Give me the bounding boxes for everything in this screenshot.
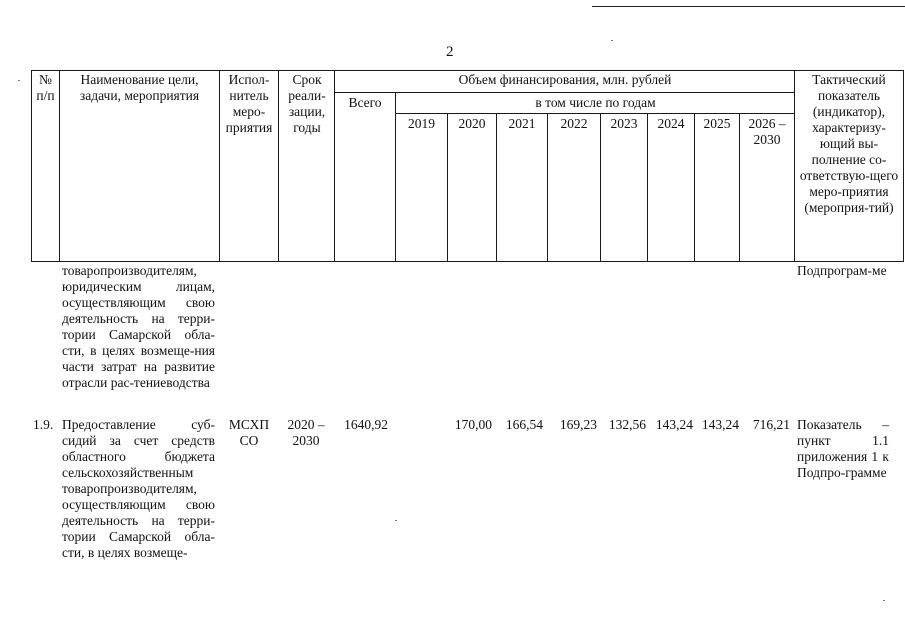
row-year-2025: 143,24: [701, 417, 739, 432]
scan-speck: [395, 520, 397, 521]
header-year-2023: 2023: [610, 116, 638, 131]
row-period: 2020 – 2030: [287, 417, 325, 448]
row-year-2022: 169,23: [559, 417, 597, 432]
page-number: 2: [446, 44, 454, 60]
header-executor: Испол-нитель меро-приятия: [225, 72, 273, 135]
header-year-2021: 2021: [508, 116, 536, 131]
scan-speck: [18, 80, 20, 81]
top-rule: [592, 6, 905, 7]
header-year-2022: 2022: [560, 116, 588, 131]
scan-speck: [611, 40, 613, 41]
header-year-2026-2030: 2026 – 2030: [748, 116, 786, 147]
table-header: [0, 70, 905, 262]
header-indicator: Тактический показатель (индикатор), характеризу-ющий вы-полнение со-ответствую-щего меро-приятия (мероприя-тий): [799, 72, 899, 215]
row-executor: МСХП СО: [228, 417, 270, 448]
row-year-2024: 143,24: [655, 417, 693, 432]
row-indicator: Подпрограм-ме: [797, 263, 887, 278]
row-indicator: Показатель – пункт 1.1 приложения 1 к Подпро-грамме: [797, 417, 889, 480]
header-total: Всего: [348, 95, 382, 110]
scan-speck: [883, 600, 885, 601]
header-num: № п/п: [36, 72, 55, 103]
row-total: 1640,92: [344, 417, 388, 432]
header-year-2020: 2020: [458, 116, 486, 131]
header-year-2025: 2025: [703, 116, 731, 131]
row-year-2021: 166,54: [505, 417, 543, 432]
header-year-2024: 2024: [657, 116, 685, 131]
header-financing: Объем финансирования, млн. рублей: [458, 72, 672, 87]
row-name: Предоставление суб-сидий за счет средств областного бюджета сельскохозяйственным товаропроизводителям, осуществляющим свою деятельность на терри-тории Самарской обла-сти, в целях возмеще-: [62, 417, 215, 560]
row-year-2023: 132,56: [608, 417, 646, 432]
row-name: товаропроизводителям, юридическим лицам, осуществляющим свою деятельность на терри-тории Самарской обла-сти, в целях возмеще-ния части затрат на развитие отрасли рас-тениеводства: [62, 263, 215, 390]
header-name: Наименование цели, задачи, мероприятия: [79, 72, 200, 103]
row-year-2026-2030: 716,21: [752, 417, 790, 432]
header-year-2019: 2019: [408, 116, 435, 131]
row-year-2020: 170,00: [454, 417, 492, 432]
header-period: Срок реали-зации, годы: [288, 72, 326, 135]
header-by-years: в том числе по годам: [535, 95, 656, 110]
row-num: 1.9.: [33, 417, 54, 432]
